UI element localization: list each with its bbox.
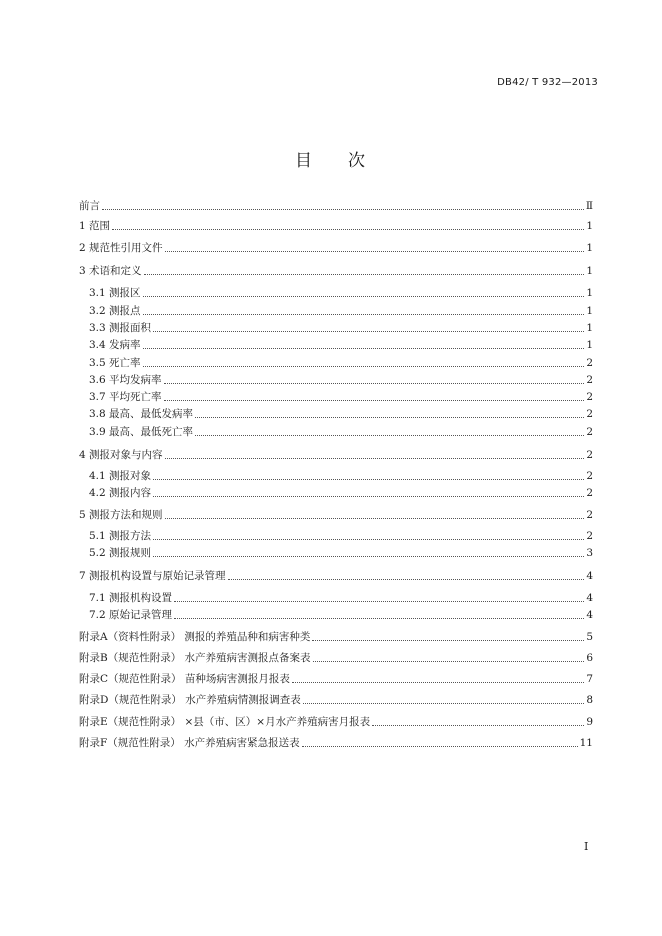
toc-entry[interactable] [79, 629, 593, 645]
toc-entry-page: 2 [586, 470, 593, 482]
toc-entry[interactable] [89, 372, 593, 388]
toc-entry-page: 2 [586, 408, 593, 420]
toc-entry[interactable] [79, 568, 593, 584]
toc-leader-dots [302, 745, 578, 747]
toc-leader-dots [165, 517, 585, 519]
toc-entry[interactable] [79, 735, 593, 751]
toc-entry-page: 2 [586, 426, 593, 438]
toc-entry[interactable] [89, 607, 593, 623]
toc-entry[interactable] [89, 545, 593, 561]
toc-entry-page: 1 [586, 265, 593, 277]
toc-entry-page: 1 [586, 322, 593, 334]
toc-entry-page: 8 [586, 694, 593, 706]
toc-entry-page: 7 [586, 673, 593, 685]
toc-leader-dots [112, 228, 584, 230]
toc-leader-dots [143, 365, 585, 367]
toc-entry-label: 附录C（规范性附录） 苗种场病害测报月报表 [79, 673, 290, 685]
toc-entry-label: 3.7 平均死亡率 [89, 391, 162, 403]
toc-entry[interactable] [89, 320, 593, 336]
toc-leader-dots [153, 538, 584, 540]
toc-entry-label: 4.1 测报对象 [89, 470, 152, 482]
toc-entry-page: 2 [586, 530, 593, 542]
toc-entry-label: 附录F（规范性附录） 水产养殖病害紧急报送表 [79, 737, 300, 749]
toc-entry-page: 11 [579, 737, 593, 749]
toc-entry-label: 附录D（规范性附录） 水产养殖病情测报调查表 [79, 694, 301, 706]
toc-entry-page: 4 [586, 609, 593, 621]
toc-entry-label: 3.8 最高、最低发病率 [89, 408, 194, 420]
toc-entry[interactable] [89, 389, 593, 405]
toc-entry[interactable] [89, 285, 593, 301]
toc-entry-label: 5.2 测报规则 [89, 547, 152, 559]
toc-leader-dots [153, 555, 584, 557]
toc-entry-label: 附录A（资料性附录） 测报的养殖品种和病害种类 [79, 631, 311, 643]
toc-leader-dots [165, 250, 585, 252]
toc-entry-label: 4.2 测报内容 [89, 487, 152, 499]
toc-entry[interactable] [89, 337, 593, 353]
toc-entry-label: 1 范围 [79, 220, 111, 232]
toc-leader-dots [144, 273, 585, 275]
toc-entry-page: 1 [586, 287, 593, 299]
toc-entry[interactable] [89, 355, 593, 371]
toc-entry-page: 2 [586, 391, 593, 403]
toc-leader-dots [143, 313, 585, 315]
toc-entry-label: 5.1 测报方法 [89, 530, 152, 542]
toc-leader-dots [165, 457, 585, 459]
toc-leader-dots [174, 600, 584, 602]
toc-entry-page: 2 [586, 374, 593, 386]
toc-entry-page: 2 [586, 487, 593, 499]
toc-entry-page: 2 [586, 509, 593, 521]
toc-entry[interactable] [79, 263, 593, 279]
toc-leader-dots [153, 495, 584, 497]
toc-entry[interactable] [79, 714, 593, 730]
toc-entry[interactable] [89, 528, 593, 544]
toc-entry[interactable] [79, 650, 593, 666]
toc-entry-page: 3 [586, 547, 593, 559]
toc-entry-label: 附录E（规范性附录） ×县（市、区）×月水产养殖病害月报表 [79, 716, 371, 728]
toc-entry[interactable] [89, 424, 593, 440]
toc-leader-dots [102, 208, 584, 210]
toc-leader-dots [164, 382, 585, 384]
toc-entry[interactable] [79, 218, 593, 234]
toc-leader-dots [372, 724, 584, 726]
toc-entry-page: 6 [586, 652, 593, 664]
toc-entry[interactable] [79, 692, 593, 708]
toc-entry-label: 7.2 原始记录管理 [89, 609, 173, 621]
toc-entry-page: 2 [586, 449, 593, 461]
toc-entry-label: 5 测报方法和规则 [79, 509, 163, 521]
title-char-2: 次 [348, 151, 367, 171]
toc-entry[interactable] [89, 468, 593, 484]
toc-leader-dots [164, 399, 585, 401]
toc-entry[interactable] [79, 671, 593, 687]
toc-entry-page: Ⅱ [585, 200, 593, 212]
toc-entry-page: 1 [586, 339, 593, 351]
toc-entry-label: 3.4 发病率 [89, 339, 141, 351]
toc-leader-dots [228, 578, 585, 580]
toc-entry-label: 3 术语和定义 [79, 265, 142, 277]
toc-entry-label: 3.3 测报面积 [89, 322, 152, 334]
toc-entry[interactable] [89, 590, 593, 606]
toc-leader-dots [195, 416, 584, 418]
toc-entry-label: 4 测报对象与内容 [79, 449, 163, 461]
toc-entry[interactable] [79, 447, 593, 463]
toc-entry[interactable] [89, 485, 593, 501]
toc-entry[interactable] [89, 303, 593, 319]
toc-entry-label: 3.6 平均发病率 [89, 374, 162, 386]
toc-entry-page: 2 [586, 357, 593, 369]
toc-entry[interactable] [89, 406, 593, 422]
toc-leader-dots [195, 434, 584, 436]
toc-entry[interactable] [79, 198, 593, 214]
page-number: I [584, 840, 589, 853]
toc-entry-label: 7.1 测报机构设置 [89, 592, 173, 604]
toc-entry-page: 5 [586, 631, 593, 643]
toc-leader-dots [174, 617, 584, 619]
toc-entry-label: 3.9 最高、最低死亡率 [89, 426, 194, 438]
toc-entry-label: 3.2 测报点 [89, 305, 141, 317]
toc-leader-dots [143, 347, 585, 349]
toc-leader-dots [312, 639, 584, 641]
toc-leader-dots [153, 330, 584, 332]
toc-entry-page: 4 [586, 570, 593, 582]
toc-leader-dots [153, 478, 584, 480]
toc-entry-label: 7 测报机构设置与原始记录管理 [79, 570, 226, 582]
page-title [0, 146, 662, 171]
toc-entry-page: 9 [586, 716, 593, 728]
toc-leader-dots [313, 660, 585, 662]
toc-entry-label: 3.5 死亡率 [89, 357, 141, 369]
toc-entry-label: 2 规范性引用文件 [79, 242, 163, 254]
toc-entry-page: 1 [586, 220, 593, 232]
toc-leader-dots [303, 702, 585, 704]
toc-entry-label: 附录B（规范性附录） 水产养殖病害测报点备案表 [79, 652, 311, 664]
toc-entry[interactable] [79, 507, 593, 523]
toc-entry-page: 4 [586, 592, 593, 604]
title-char-1: 目 [295, 151, 314, 171]
toc-leader-dots [292, 681, 584, 683]
toc-entry-page: 1 [586, 305, 593, 317]
toc-entry-label: 3.1 测报区 [89, 287, 141, 299]
toc-entry-page: 1 [586, 242, 593, 254]
toc-entry[interactable] [79, 240, 593, 256]
toc-entry-label: 前言 [79, 200, 100, 212]
toc-leader-dots [143, 295, 585, 297]
document-code: DB42/ T 932—2013 [497, 77, 598, 88]
